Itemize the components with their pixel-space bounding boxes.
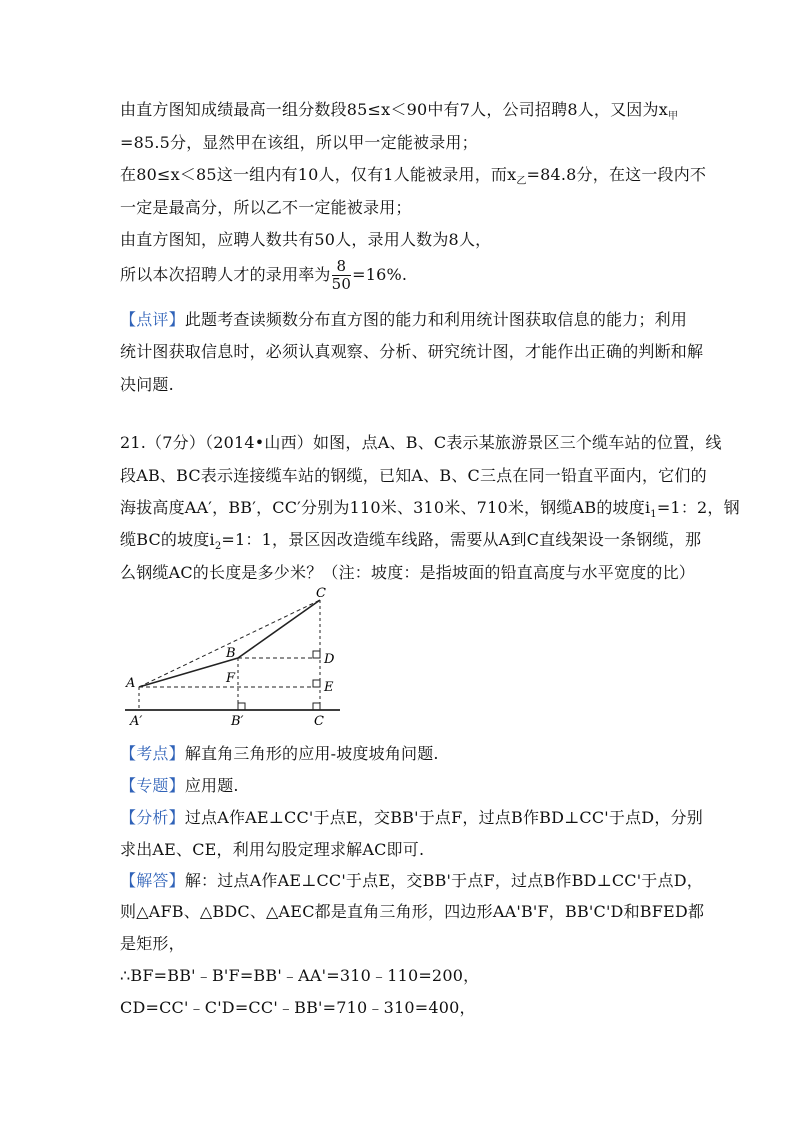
text-span: =1：1，景区因改造缆车线路，需要从A到C直线架设一条钢缆，那 xyxy=(221,530,702,549)
geometry-figure xyxy=(120,585,350,730)
label-C-ground: C xyxy=(314,714,324,729)
segment-BC xyxy=(238,600,320,658)
subscript: 甲 xyxy=(667,111,679,122)
section-tag: 【解答】 xyxy=(120,871,185,890)
text-span: =16%. xyxy=(352,265,408,284)
fraction-denominator: 50 xyxy=(331,275,352,293)
text-span: =84.8分，在这一段内不 xyxy=(526,165,707,184)
subscript: 2 xyxy=(214,541,222,552)
text-line xyxy=(120,97,678,120)
text-span: 应用题. xyxy=(184,776,239,795)
label-B-prime: B′ xyxy=(231,714,244,729)
text-span: 所以本次招聘人才的录用率为 xyxy=(120,265,331,284)
label-A-prime: A′ xyxy=(130,714,143,729)
text-line xyxy=(120,307,687,330)
text-line: 求出AE、CE，利用勾股定理求解AC即可. xyxy=(120,840,425,859)
text-line: 决问题. xyxy=(120,375,174,394)
right-angle-mark-D xyxy=(313,651,320,658)
text-line: 则△AFB、△BDC、△AEC都是直角三角形，四边形AA'B'F，BB'C'D和BFED都 xyxy=(120,902,705,921)
text-line: 由直方图知，应聘人数共有50人，录用人数为8人， xyxy=(120,230,492,249)
fraction-numerator: 8 xyxy=(332,258,352,276)
text-span: 过点A作AE⊥CC'于点E，交BB'于点F，过点B作BD⊥CC'于点D，分别 xyxy=(184,808,703,827)
text-line: ∴BF=BB'﹣B'F=BB'﹣AA'=310﹣110=200， xyxy=(120,966,480,985)
section-tag: 【专题】 xyxy=(120,776,185,795)
label-E: E xyxy=(324,680,334,695)
right-angle-mark-C1 xyxy=(313,703,320,710)
label-F: F xyxy=(226,671,236,686)
text-span: 缆BC的坡度i xyxy=(120,530,215,549)
text-span: =1：2，钢 xyxy=(656,498,740,517)
right-angle-mark-B1 xyxy=(238,703,245,710)
text-line xyxy=(120,258,407,293)
text-line: CD=CC'﹣C'D=CC'﹣BB'=710﹣310=400， xyxy=(120,998,476,1017)
right-angle-mark-E xyxy=(313,680,320,687)
segment-AB xyxy=(139,658,238,687)
text-line xyxy=(120,162,706,185)
fenxi-line xyxy=(120,805,703,828)
jieda-line xyxy=(120,868,703,891)
text-line: 是矩形， xyxy=(120,934,185,953)
text-line: =85.5分，显然甲在该组，所以甲一定能被录用； xyxy=(120,133,478,152)
label-A: A xyxy=(126,676,136,691)
text-span: 此题考查读频数分布直方图的能力和利用统计图获取信息的能力；利用 xyxy=(184,310,688,329)
problem-line xyxy=(120,495,740,518)
fraction xyxy=(332,258,352,293)
problem-line: 么钢缆AC的长度是多少米？（注：坡度：是指坡面的铅直高度与水平宽度的比） xyxy=(120,563,695,582)
section-tag: 【考点】 xyxy=(120,744,185,763)
text-line: 一定是最高分，所以乙不一定能被录用； xyxy=(120,198,412,217)
section-tag: 【点评】 xyxy=(120,310,185,329)
text-span: 由直方图知成绩最高一组分数段85≤x＜90中有7人，公司招聘8人，又因为x xyxy=(120,100,668,119)
text-span: 解直角三角形的应用-坡度坡角问题. xyxy=(184,744,439,763)
subscript: 1 xyxy=(650,509,657,520)
subscript: 乙 xyxy=(516,176,527,187)
zhuanti-line xyxy=(120,773,239,796)
label-C: C xyxy=(316,586,326,601)
label-B: B xyxy=(226,646,236,661)
text-line: 统计图获取信息时，必须认真观察、分析、研究统计图，才能作出正确的判断和解 xyxy=(120,342,704,361)
problem-line: 段AB、BC表示连接缆车站的钢缆，已知A、B、C三点在同一铅直平面内，它们的 xyxy=(120,466,707,485)
problem-line: 21.（7分）（2014•山西）如图，点A、B、C表示某旅游景区三个缆车站的位置，线 xyxy=(120,433,722,452)
label-D: D xyxy=(324,652,335,667)
text-span: 解：过点A作AE⊥CC'于点E，交BB'于点F，过点B作BD⊥CC'于点D， xyxy=(184,871,703,890)
text-span: 在80≤x＜85这一组内有10人，仅有1人能被录用，而x xyxy=(120,165,517,184)
problem-line xyxy=(120,527,701,550)
section-tag: 【分析】 xyxy=(120,808,185,827)
kaodian-line xyxy=(120,741,439,764)
text-span: 海拔高度AA′，BB′，CC′分别为110米、310米、710米，钢缆AB的坡度i xyxy=(120,498,651,517)
